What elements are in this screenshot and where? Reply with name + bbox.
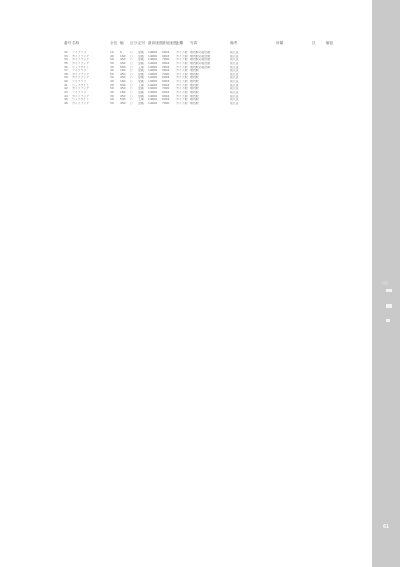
cell-distance: ガイド駅 — [176, 98, 188, 102]
table-body — [64, 51, 346, 106]
cell-distance: ガイド駅 — [176, 83, 188, 87]
cell-distance: ガイド駅 — [176, 51, 188, 54]
cell-length: 40 — [110, 91, 114, 95]
cell-type: ○ — [130, 101, 133, 105]
cell-symbol: 工事 — [138, 83, 144, 87]
cell-length: 50 — [110, 101, 114, 105]
cell-symbol: 金属 — [138, 72, 144, 76]
cell-distance: ガイド駅 — [176, 94, 188, 98]
cell-width: 160 — [120, 80, 126, 84]
header-no: 番号 — [64, 41, 72, 45]
cell-length: 30 — [110, 61, 114, 65]
cell-notes: 坂元区 — [230, 61, 239, 65]
cell-length: 10 — [110, 51, 114, 54]
cell-max-speed: 14000 — [148, 61, 158, 65]
cell-width: 450 — [120, 61, 126, 65]
cell-type: ○ — [130, 87, 133, 91]
cell-type: ○ — [130, 51, 133, 54]
cell-width: 5 — [120, 51, 122, 54]
cell-symbol: 金属 — [138, 61, 144, 65]
cell-min-speed: 0004 — [162, 65, 170, 69]
cell-max-speed: 14000 — [148, 72, 158, 76]
cell-type: ○ — [130, 58, 133, 62]
cell-length: 30 — [110, 65, 114, 69]
cell-symbol: 工事 — [138, 65, 144, 69]
header-symbol: 記号 — [138, 41, 146, 45]
cell-max-speed: 14000 — [148, 87, 158, 91]
cell-photo: 場内駅 — [190, 80, 199, 84]
cell-name: ライブラリ — [72, 91, 87, 95]
cell-name: ガイドブック — [72, 61, 89, 65]
cell-symbol: 金属 — [138, 80, 144, 84]
cell-name: ガイドブック — [72, 54, 89, 58]
cell-min-speed: 7000 — [162, 58, 170, 62]
cell-notes: 坂元区 — [230, 65, 239, 69]
cell-distance: ガイド駅 — [176, 87, 188, 91]
cell-no: 41 — [64, 83, 68, 87]
cell-distance: ガイド駅 — [176, 76, 188, 80]
cell-max-speed: 14000 — [148, 54, 158, 58]
cell-symbol: 金属 — [138, 76, 144, 80]
cell-max-speed: 14000 — [148, 76, 158, 80]
cell-notes: 坂元区 — [230, 91, 239, 95]
page-number: 61 — [382, 524, 390, 530]
cell-no: 39 — [64, 76, 68, 80]
cell-symbol: 金属 — [138, 101, 144, 105]
cell-no: 46 — [64, 101, 68, 105]
cell-max-speed: 14000 — [148, 51, 158, 54]
header-affiliation: 所属 — [276, 41, 284, 45]
cell-min-speed: 0004 — [162, 69, 170, 73]
cell-min-speed: 0004 — [162, 51, 170, 54]
cell-photo: 場内駅 — [190, 91, 199, 95]
cell-photo: 場内駅の接続駅 — [190, 51, 211, 54]
cell-width: 450 — [120, 58, 126, 62]
header-distance: 距離 — [176, 41, 184, 45]
cell-distance: ガイド駅 — [176, 91, 188, 95]
cell-symbol: 金属 — [138, 94, 144, 98]
cell-width: 500 — [120, 65, 126, 69]
cell-distance: ガイド駅 — [176, 80, 188, 84]
header-width: 幅 — [120, 41, 124, 45]
cell-min-speed: 0004 — [162, 80, 170, 84]
cell-type: ○ — [130, 98, 133, 102]
cell-min-speed: 0004 — [162, 94, 170, 98]
cell-photo: 場内駅 — [190, 83, 199, 87]
cell-notes: 坂元区 — [230, 101, 239, 105]
cell-no: 34 — [64, 58, 68, 62]
cell-length: 30 — [110, 94, 114, 98]
cell-photo: 場内駅 — [190, 76, 199, 80]
cell-no: 36 — [64, 65, 68, 69]
cell-type: ○ — [130, 69, 133, 73]
cell-no: 32 — [64, 51, 68, 54]
cell-name: ウェブサイト — [72, 65, 90, 69]
cell-width: 450 — [120, 87, 126, 91]
cell-width: 500 — [120, 98, 126, 102]
cell-symbol: 金属 — [138, 54, 144, 58]
cell-min-speed: 7000 — [162, 101, 170, 105]
cell-name: ガイドブック — [72, 58, 89, 62]
cell-name: ウェブサイト — [72, 83, 90, 87]
cell-symbol: 金属 — [138, 69, 144, 73]
cell-symbol: 工事 — [138, 98, 144, 102]
cell-max-speed: 14000 — [148, 94, 158, 98]
cell-photo: 場内駅の接続駅 — [190, 58, 211, 62]
cell-symbol: 金属 — [138, 51, 144, 54]
cell-name: ガイドブック — [72, 94, 89, 98]
header-type: 区分 — [130, 41, 138, 45]
cell-length: 40 — [110, 69, 114, 73]
tab-marker — [386, 319, 390, 322]
cell-name: ガイドブック — [72, 87, 89, 91]
cell-name: ガイドブック — [72, 76, 89, 80]
cell-notes: 坂元区 — [230, 58, 239, 62]
cell-notes: 坂元区 — [230, 51, 239, 54]
cell-max-speed: 14000 — [148, 91, 158, 95]
cell-no: 42 — [64, 87, 68, 91]
cell-photo: 場内駅の接続駅 — [190, 61, 211, 65]
header-photo: 写真 — [190, 41, 198, 45]
cell-distance: ガイド駅 — [176, 65, 188, 69]
cell-notes: 坂元区 — [230, 98, 239, 102]
cell-max-speed: 14000 — [148, 83, 158, 87]
cell-photo: 場内駅の接続駅 — [190, 65, 211, 69]
cell-max-speed: 14000 — [148, 65, 158, 69]
cell-max-speed: 14000 — [148, 80, 158, 84]
cell-min-speed: 0004 — [162, 61, 170, 65]
cell-name: ウェブサイト — [72, 98, 90, 102]
cell-max-speed: 14000 — [148, 101, 158, 105]
side-tab-label: 目次 — [382, 281, 389, 285]
cell-min-speed: 7000 — [162, 87, 170, 91]
header-ward: 区 — [312, 41, 316, 45]
cell-max-speed: 14000 — [148, 98, 158, 102]
table-row — [64, 102, 346, 106]
cell-no: 38 — [64, 72, 68, 76]
cell-max-speed: 14000 — [148, 69, 158, 73]
cell-type: ○ — [130, 91, 133, 95]
cell-distance: ガイド駅 — [176, 101, 188, 105]
header-min-speed: 最低速度 — [162, 41, 177, 45]
cell-length: 50 — [110, 72, 114, 76]
cell-photo: 場内駅 — [190, 101, 199, 105]
cell-width: 160 — [120, 91, 126, 95]
cell-min-speed: 0004 — [162, 76, 170, 80]
table-header — [64, 41, 346, 51]
cell-min-speed: 0004 — [162, 98, 170, 102]
cell-width: 450 — [120, 94, 126, 98]
cell-type: ○ — [130, 54, 133, 58]
cell-type: ○ — [130, 83, 133, 87]
cell-symbol: 金属 — [138, 58, 144, 62]
cell-min-speed: 0004 — [162, 54, 170, 58]
cell-notes: 坂元区 — [230, 69, 239, 73]
cell-min-speed: 7000 — [162, 72, 170, 76]
data-table — [64, 41, 346, 106]
cell-photo: 場内駅 — [190, 72, 199, 76]
tab-marker — [386, 289, 392, 292]
cell-photo: 場内駅 — [190, 94, 199, 98]
cell-length: 40 — [110, 80, 114, 84]
cell-distance: ガイド駅 — [176, 54, 188, 58]
cell-notes: 坂元区 — [230, 87, 239, 91]
cell-width: 450 — [120, 72, 126, 76]
cell-width: 160 — [120, 69, 126, 73]
cell-type: ○ — [130, 65, 133, 69]
cell-length: 50 — [110, 87, 114, 91]
cell-photo: 場内駅の接続駅 — [190, 54, 211, 58]
header-explanation: 解説 — [326, 41, 334, 45]
cell-width: 450 — [120, 76, 126, 80]
cell-notes: 坂元区 — [230, 76, 239, 80]
cell-no: 40 — [64, 80, 68, 84]
cell-no: 33 — [64, 54, 68, 58]
cell-width: 450 — [120, 101, 126, 105]
cell-min-speed: 0004 — [162, 91, 170, 95]
cell-type: ○ — [130, 76, 133, 80]
cell-distance: ガイド駅 — [176, 69, 188, 73]
cell-name: ガイドブック — [72, 101, 89, 105]
cell-length: 50 — [110, 58, 114, 62]
cell-type: ○ — [130, 80, 133, 84]
cell-type: ○ — [130, 72, 133, 76]
cell-no: 44 — [64, 94, 68, 98]
header-name: 名称 — [72, 41, 80, 45]
cell-length: 30 — [110, 76, 114, 80]
cell-notes: 坂元区 — [230, 80, 239, 84]
cell-symbol: 金属 — [138, 87, 144, 91]
cell-notes: 坂元区 — [230, 54, 239, 58]
cell-length: 30 — [110, 83, 114, 87]
cell-min-speed: 0004 — [162, 83, 170, 87]
cell-type: ○ — [130, 94, 133, 98]
header-length: 全長 — [110, 41, 118, 45]
cell-photo: 場内駅 — [190, 87, 199, 91]
cell-symbol: 金属 — [138, 91, 144, 95]
cell-distance: ガイド駅 — [176, 72, 188, 76]
cell-length: 30 — [110, 98, 114, 102]
cell-width: 160 — [120, 54, 126, 58]
cell-no: 37 — [64, 69, 68, 73]
cell-type: ○ — [130, 61, 133, 65]
cell-width: 500 — [120, 83, 126, 87]
tab-marker-current — [386, 304, 392, 308]
cell-distance: ガイド駅 — [176, 58, 188, 62]
cell-no: 45 — [64, 98, 68, 102]
cell-name: ライブラリ — [72, 80, 87, 84]
cell-name: ライブラリ — [72, 69, 87, 73]
cell-no: 43 — [64, 91, 68, 95]
header-max-speed: 最高速度 — [148, 41, 163, 45]
cell-max-speed: 14000 — [148, 58, 158, 62]
cell-name: ライブラリ — [72, 51, 87, 54]
cell-length: 40 — [110, 54, 114, 58]
cell-photo: 場内駅 — [190, 98, 199, 102]
cell-distance: ガイド駅 — [176, 61, 188, 65]
cell-notes: 坂元区 — [230, 83, 239, 87]
header-notes: 備考 — [230, 41, 238, 45]
cell-notes: 坂元区 — [230, 94, 239, 98]
cell-no: 35 — [64, 61, 68, 65]
cell-photo: 場内駅 — [190, 69, 199, 73]
cell-name: ガイドブック — [72, 72, 89, 76]
cell-notes: 坂元区 — [230, 72, 239, 76]
